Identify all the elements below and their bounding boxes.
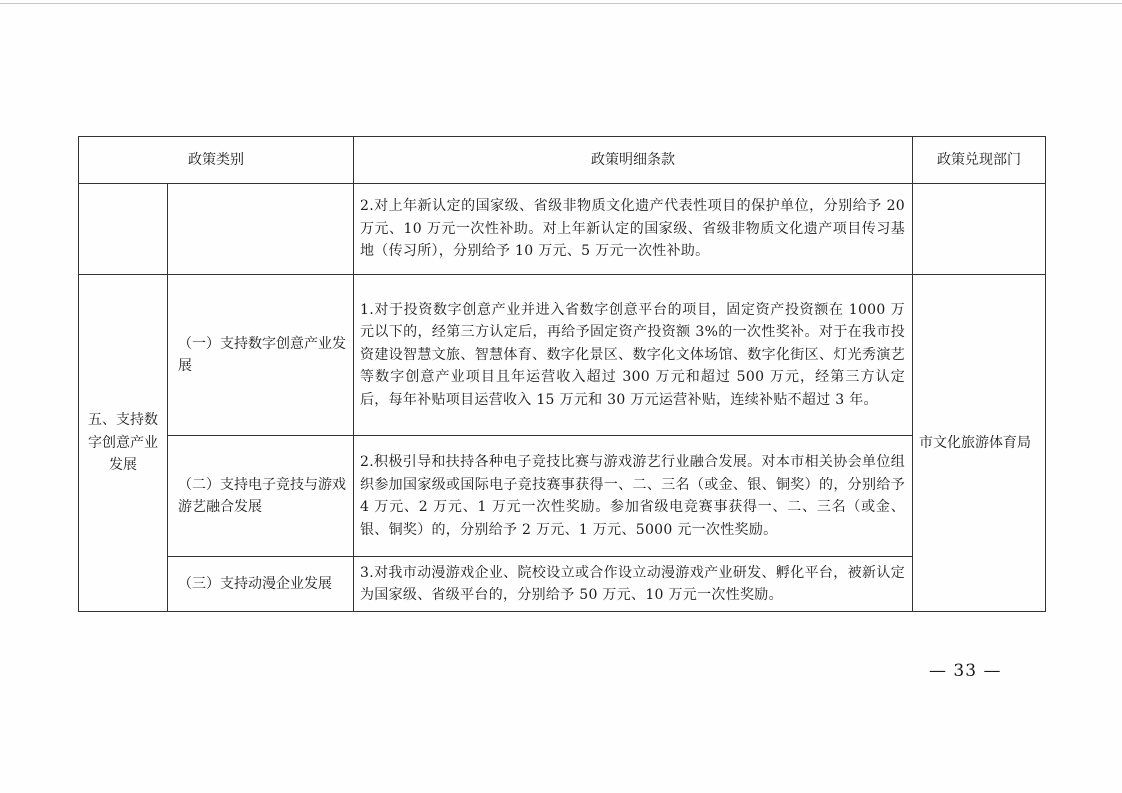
header-department: 政策兑现部门 xyxy=(913,137,1046,184)
table-header-row xyxy=(79,137,1046,184)
table-row xyxy=(79,275,1046,436)
department-cell-empty xyxy=(913,184,1046,275)
table-row xyxy=(79,436,1046,557)
scan-top-edge xyxy=(0,3,1122,4)
detail-cell: 3.对我市动漫游戏企业、院校设立或合作设立动漫游戏产业研发、孵化平台，被新认定为国家级、省级平台的，分别给予 50 万元、10 万元一次性奖励。 xyxy=(354,557,913,612)
page-number: — 33 — xyxy=(929,661,1002,681)
detail-cell: 1.对于投资数字创意产业并进入省数字创意平台的项目，固定资产投资额在 1000 万元以下的，经第三方认定后，再给予固定资产投资额 3%的一次性奖补。对于在我市投资建设智慧文旅、智慧体育、数字化景区、数字化文体场馆、数字化街区、灯光秀演艺等数字创意产业项目且年运营收入超过 300 万元和超过 500 万元，经第三方认定后，每年补贴项目运营收入 15 万元和 30 万元运营补贴，连续补贴不超过 3 年。 xyxy=(354,275,913,436)
detail-cell: 2.对上年新认定的国家级、省级非物质文化遗产代表性项目的保护单位，分别给予 20 万元、10 万元一次性补助。对上年新认定的国家级、省级非物质文化遗产项目传习基地（传习所），分别给予 10 万元、5 万元一次性补助。 xyxy=(354,184,913,275)
header-detail: 政策明细条款 xyxy=(354,137,913,184)
sub-category-cell: （二）支持电子竞技与游戏游艺融合发展 xyxy=(168,436,354,557)
policy-table xyxy=(78,136,1046,612)
table-row xyxy=(79,557,1046,612)
detail-cell: 2.积极引导和扶持各种电子竞技比赛与游戏游艺行业融合发展。对本市相关协会单位组织参加国家级或国际电子竞技赛事获得一、二、三名（或金、银、铜奖）的，分别给予 4 万元、2 万元、1 万元一次性奖励。参加省级电竞赛事获得一、二、三名（或金、银、铜奖）的，分别给予 2 万元、1 万元、5000 元一次性奖励。 xyxy=(354,436,913,557)
header-category: 政策类别 xyxy=(79,137,354,184)
sub-category-cell: （三）支持动漫企业发展 xyxy=(168,557,354,612)
table-row xyxy=(79,184,1046,275)
department-cell: 市文化旅游体育局 xyxy=(913,275,1046,612)
sub-category-cell-empty xyxy=(168,184,354,275)
sub-category-cell: （一）支持数字创意产业发展 xyxy=(168,275,354,436)
category-cell-empty xyxy=(79,184,168,275)
category-cell: 五、支持数字创意产业发展 xyxy=(79,275,168,612)
